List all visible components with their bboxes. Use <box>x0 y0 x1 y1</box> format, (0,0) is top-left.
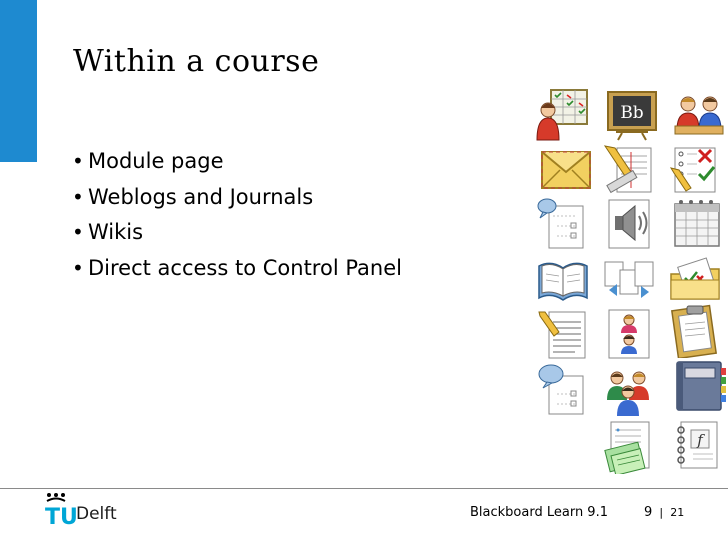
bullet-item: • Direct access to Control Panel <box>72 255 402 280</box>
blackboard-bb-icon <box>604 86 660 142</box>
logo-delft-text: Delft <box>76 504 117 524</box>
bullet-text: Wikis <box>88 220 144 244</box>
discussion-doc-icon <box>535 196 591 252</box>
student-group-icon <box>671 86 727 142</box>
user-profiles-icon <box>601 306 657 362</box>
bullet-text: Direct access to Control Panel <box>88 255 402 280</box>
footer-divider <box>0 488 728 489</box>
bullet-text: Weblogs and Journals <box>88 184 314 209</box>
group-members-icon <box>601 362 657 418</box>
slide-title: Within a course <box>73 44 320 79</box>
bullet-item: • Weblogs and Journals <box>72 184 314 209</box>
current-page: 9 <box>644 505 653 520</box>
page-number <box>644 505 684 520</box>
search-discussion-icon <box>535 362 591 418</box>
svg-text:f: f <box>697 431 703 449</box>
svg-text:Bb: Bb <box>620 103 644 123</box>
open-book-icon <box>535 252 591 308</box>
footer-title: Blackboard Learn 9.1 <box>470 505 608 520</box>
envelope-icon <box>538 142 594 198</box>
syllabus-icon <box>601 418 657 474</box>
total-pages: 21 <box>670 506 685 519</box>
page-separator: | <box>659 506 664 519</box>
bullet-item: • Wikis <box>72 220 144 244</box>
bullet-list <box>72 145 402 287</box>
edit-document-icon <box>601 142 657 198</box>
audio-speaker-icon <box>601 196 657 252</box>
checklist-test-icon <box>667 142 723 198</box>
copy-files-icon <box>601 252 657 308</box>
gradebook-teacher-icon <box>535 86 591 142</box>
tasks-folder-icon <box>667 252 723 308</box>
function-doc-icon <box>667 418 723 474</box>
accent-bar <box>0 0 37 162</box>
bullet-item: • Module page <box>72 149 224 173</box>
logo-tu-text: TU <box>45 505 78 528</box>
calendar-icon <box>667 196 723 252</box>
notebook-icon <box>671 356 727 412</box>
clipboard-folder-icon <box>667 302 723 358</box>
blog-edit-icon <box>535 306 591 362</box>
bullet-text: Module page <box>88 149 224 173</box>
